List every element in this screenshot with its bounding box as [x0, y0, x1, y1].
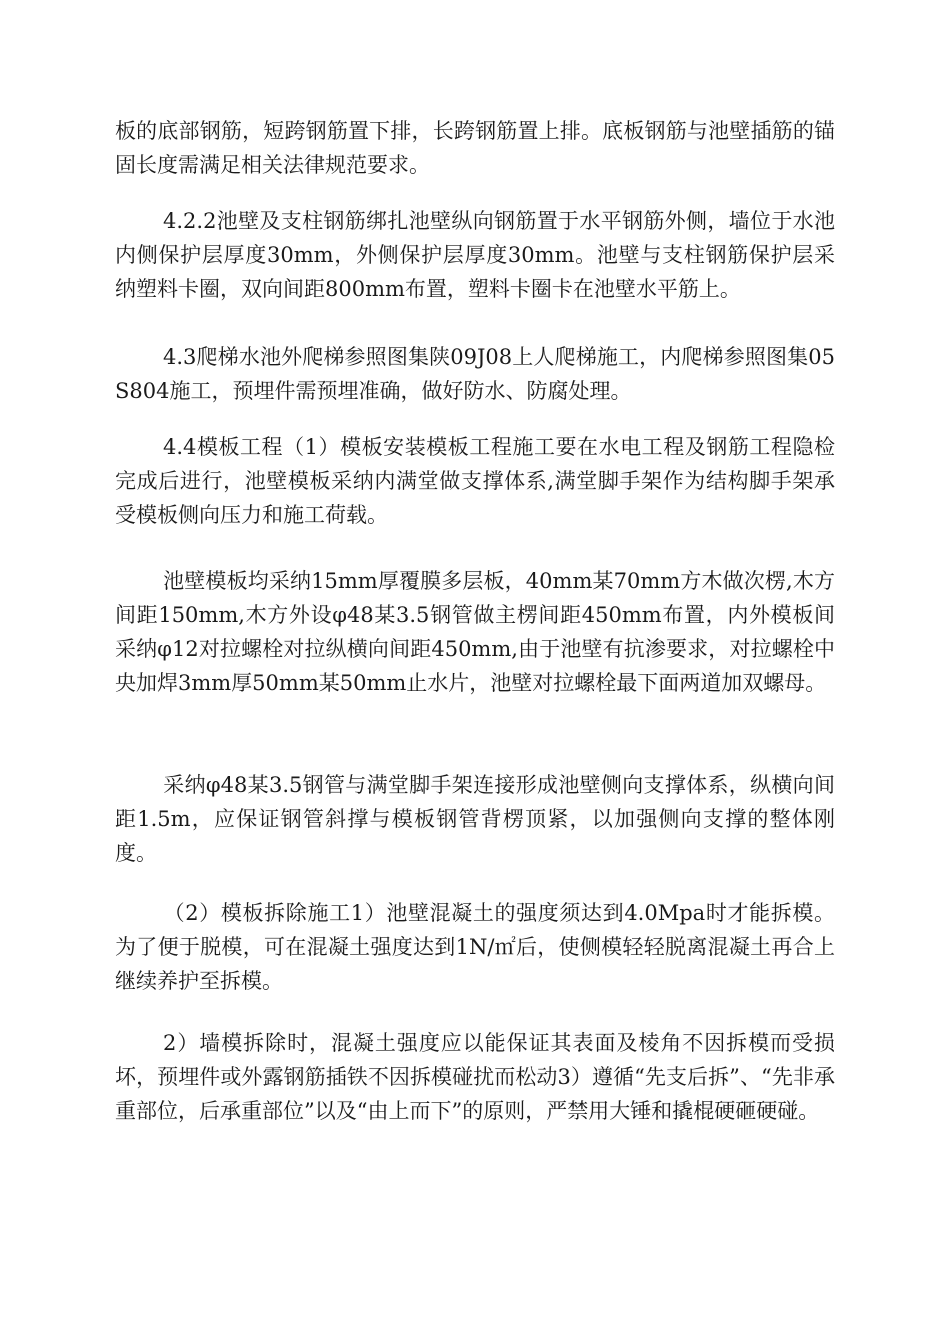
paragraph-3-text: 4.3爬梯水池外爬梯参照图集陕09J08上人爬梯施工，内爬梯参照图集05S804施工，预埋件需预埋准确，做好防水、防腐处理。 — [115, 345, 835, 403]
paragraph-8-text: 2）墙模拆除时，混凝土强度应以能保证其表面及棱角不因拆模而受损坏，预埋件或外露钢筋插铁不因拆模碰扰而松动3）遵循“先支后拆”、“先非承重部位，后承重部位”以及“由上而下”的原则，严禁用大锤和撬棍硬砸硬碰。 — [115, 1031, 835, 1123]
paragraph-6 — [115, 768, 835, 870]
paragraph-1 — [115, 114, 835, 182]
paragraph-4-text: 4.4模板工程（1）模板安装模板工程施工要在水电工程及钢筋工程隐检完成后进行，池壁模板采纳内满堂做支撑体系,满堂脚手架作为结构脚手架承受模板侧向压力和施工荷载。 — [115, 435, 835, 527]
paragraph-7-text: （2）模板拆除施工1）池壁混凝土的强度须达到4.0Mpa时才能拆模。为了便于脱模，可在混凝土强度达到1N/㎡后，使侧模轻轻脱离混凝土再合上继续养护至拆模。 — [115, 901, 835, 993]
paragraph-7 — [115, 896, 835, 998]
paragraph-1-text: 板的底部钢筋，短跨钢筋置下排，长跨钢筋置上排。底板钢筋与池壁插筋的锚固长度需满足相关法律规范要求。 — [115, 119, 835, 177]
paragraph-5-text: 池壁模板均采纳15mm厚覆膜多层板，40mm某70mm方木做次楞,木方间距150mm,木方外设φ48某3.5钢管做主楞间距450mm布置，内外模板间采纳φ12对拉螺栓对拉纵横向间距450mm,由于池壁有抗渗要求，对拉螺栓中央加焊3mm厚50mm某50mm止水片，池壁对拉螺栓最下面两道加双螺母。 — [115, 569, 835, 695]
paragraph-2-text: 4.2.2池壁及支柱钢筋绑扎池壁纵向钢筋置于水平钢筋外侧，墙位于水池内侧保护层厚度30mm，外侧保护层厚度30mm。池壁与支柱钢筋保护层采纳塑料卡圈，双向间距800mm布置，塑料卡圈卡在池壁水平筋上。 — [115, 209, 835, 301]
paragraph-4 — [115, 430, 835, 532]
paragraph-8 — [115, 1026, 835, 1128]
paragraph-2 — [115, 204, 835, 306]
paragraph-3 — [115, 340, 835, 408]
paragraph-6-text: 采纳φ48某3.5钢管与满堂脚手架连接形成池壁侧向支撑体系，纵横向间距1.5m，应保证钢管斜撑与模板钢管背楞顶紧，以加强侧向支撑的整体刚度。 — [115, 773, 835, 865]
paragraph-5 — [115, 564, 835, 700]
